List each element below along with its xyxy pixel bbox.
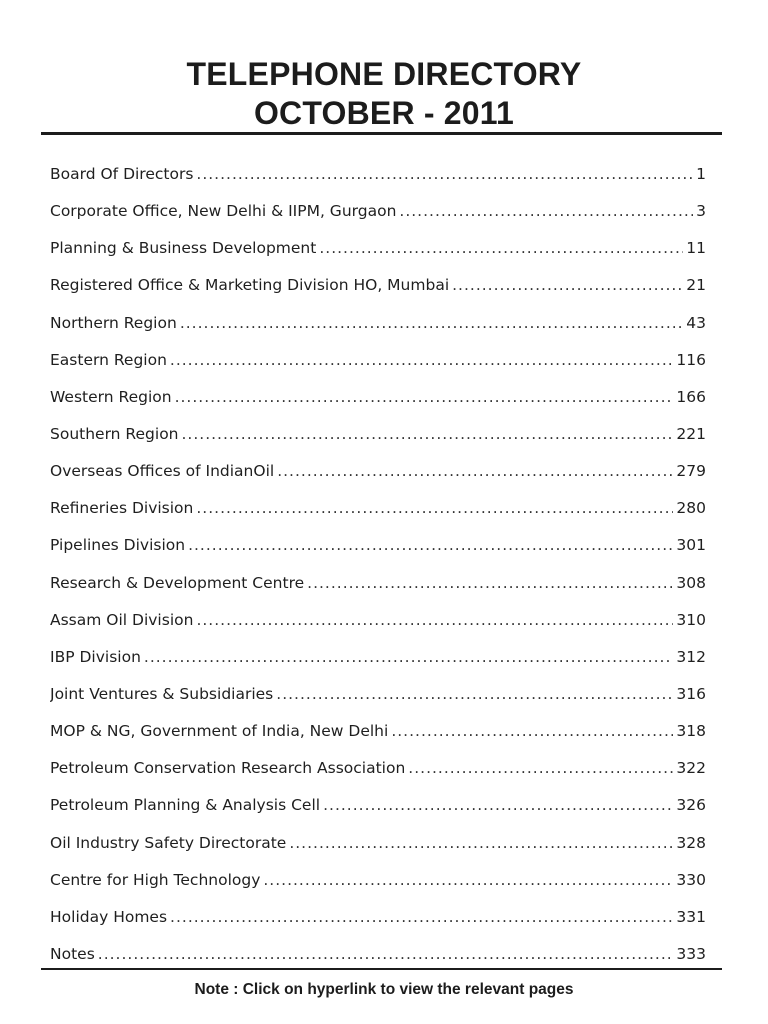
- toc-entry-label: Refineries Division: [50, 499, 194, 518]
- toc-entry-link[interactable]: [50, 602, 706, 639]
- toc-entry-label: Southern Region: [50, 424, 179, 443]
- toc-entry-page-number: 116: [676, 350, 706, 369]
- toc-entry-link[interactable]: [50, 750, 706, 787]
- toc-entry-label: Assam Oil Division: [50, 610, 194, 629]
- toc-entry-link[interactable]: [50, 379, 706, 416]
- page-subtitle: OCTOBER - 2011: [253, 95, 515, 131]
- toc-entry-page-number: 3: [696, 202, 706, 221]
- toc-entry-page-number: 330: [676, 870, 706, 889]
- toc-entry-page-number: 301: [676, 536, 706, 555]
- toc-entry-page-number: 333: [676, 944, 706, 963]
- dot-leader: [289, 825, 673, 862]
- toc-entry-link[interactable]: [50, 193, 706, 230]
- dot-leader: [391, 713, 673, 750]
- toc-entry-label: Northern Region: [50, 313, 177, 332]
- toc-entry-label: Corporate Office, New Delhi & IIPM, Gurgaon: [50, 202, 397, 221]
- toc-entry-link[interactable]: [50, 156, 706, 193]
- toc-entry-page-number: 328: [676, 833, 706, 852]
- toc-entry-page-number: 43: [686, 313, 706, 332]
- toc-entry-link[interactable]: [50, 453, 706, 490]
- toc-entry-label: Notes: [50, 944, 95, 963]
- toc-entry-page-number: 310: [676, 610, 706, 629]
- dot-leader: [182, 416, 674, 453]
- toc-entry-page-number: 221: [676, 424, 706, 443]
- dot-leader: [452, 267, 683, 304]
- dot-leader: [263, 862, 673, 899]
- toc-entry-link[interactable]: [50, 342, 706, 379]
- dot-leader: [180, 305, 683, 342]
- toc-entry-label: Oil Industry Safety Directorate: [50, 833, 287, 852]
- footer-note: Note : Click on hyperlink to view the relevant pages: [194, 981, 574, 998]
- dot-leader: [277, 453, 673, 490]
- document-header: [0, 55, 768, 133]
- toc-entry-label: Planning & Business Development: [50, 239, 317, 258]
- toc-entry-label: Eastern Region: [50, 350, 167, 369]
- dot-leader: [276, 676, 673, 713]
- toc-entry-link[interactable]: [50, 787, 706, 824]
- toc-entry-link[interactable]: [50, 862, 706, 899]
- toc-entry-page-number: 11: [686, 239, 706, 258]
- toc-entry-label: Registered Office & Marketing Division HO, Mumbai: [50, 276, 450, 295]
- dot-leader: [307, 565, 673, 602]
- dot-leader: [144, 639, 674, 676]
- toc-entry-page-number: 322: [676, 759, 706, 778]
- toc-entry-label: Overseas Offices of IndianOil: [50, 462, 275, 481]
- toc-entry-link[interactable]: [50, 267, 706, 304]
- toc-entry-link[interactable]: [50, 305, 706, 342]
- dot-leader: [175, 379, 674, 416]
- table-of-contents: [50, 156, 706, 973]
- toc-entry-link[interactable]: [50, 713, 706, 750]
- header-divider: [41, 132, 722, 135]
- toc-entry-label: Western Region: [50, 387, 172, 406]
- toc-entry-label: Pipelines Division: [50, 536, 186, 555]
- toc-entry-link[interactable]: [50, 416, 706, 453]
- toc-entry-label: Holiday Homes: [50, 907, 168, 926]
- toc-entry-page-number: 308: [676, 573, 706, 592]
- toc-entry-page-number: 166: [676, 387, 706, 406]
- toc-entry-page-number: 326: [676, 796, 706, 815]
- toc-entry-page-number: 318: [676, 722, 706, 741]
- toc-entry-label: MOP & NG, Government of India, New Delhi: [50, 722, 389, 741]
- toc-entry-link[interactable]: [50, 899, 706, 936]
- toc-entry-label: Petroleum Conservation Research Association: [50, 759, 406, 778]
- toc-entry-label: Board Of Directors: [50, 165, 194, 183]
- toc-entry-page-number: 312: [676, 647, 706, 666]
- toc-entry-page-number: 280: [676, 499, 706, 518]
- toc-entry-link[interactable]: [50, 565, 706, 602]
- toc-entry-page-number: 1: [696, 165, 706, 183]
- dot-leader: [323, 787, 673, 824]
- dot-leader: [319, 230, 683, 267]
- toc-entry-page-number: 316: [676, 684, 706, 703]
- dot-leader: [399, 193, 693, 230]
- toc-entry-label: Research & Development Centre: [50, 573, 305, 592]
- toc-entry-link[interactable]: [50, 527, 706, 564]
- dot-leader: [188, 527, 673, 564]
- toc-entry-label: Petroleum Planning & Analysis Cell: [50, 796, 321, 815]
- toc-entry-label: IBP Division: [50, 647, 141, 666]
- toc-entry-link[interactable]: [50, 490, 706, 527]
- toc-entry-page-number: 279: [676, 462, 706, 481]
- toc-entry-page-number: 331: [676, 907, 706, 926]
- toc-entry-link[interactable]: [50, 639, 706, 676]
- dot-leader: [170, 342, 674, 379]
- toc-entry-label: Joint Ventures & Subsidiaries: [50, 684, 274, 703]
- toc-entry-label: Centre for High Technology: [50, 870, 261, 889]
- toc-entry-link[interactable]: [50, 825, 706, 862]
- dot-leader: [408, 750, 673, 787]
- dot-leader: [170, 899, 673, 936]
- page-title: TELEPHONE DIRECTORY: [186, 56, 582, 92]
- dot-leader: [196, 490, 673, 527]
- footer-divider: [41, 968, 722, 970]
- toc-entry-link[interactable]: [50, 676, 706, 713]
- toc-entry-page-number: 21: [686, 276, 706, 295]
- dot-leader: [196, 602, 673, 639]
- toc-entry-link[interactable]: [50, 230, 706, 267]
- dot-leader: [196, 156, 693, 193]
